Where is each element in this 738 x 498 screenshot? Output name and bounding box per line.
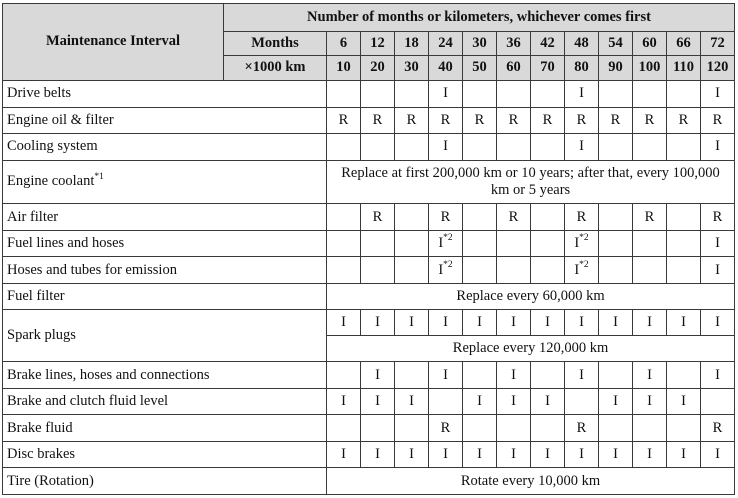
schedule-cell xyxy=(463,415,497,442)
table-row xyxy=(3,204,735,231)
mark-value: I xyxy=(409,314,414,331)
mark-value: I xyxy=(511,446,516,463)
schedule-cell xyxy=(633,310,667,335)
schedule-cell xyxy=(395,310,429,335)
item-name-cell xyxy=(3,441,327,468)
schedule-cell xyxy=(701,415,735,442)
mark-value: I xyxy=(438,261,444,278)
schedule-cell xyxy=(327,415,361,442)
schedule-cell xyxy=(429,310,463,335)
interval-caption-header: Number of months or kilometers, whichever comes first xyxy=(224,4,735,32)
schedule-cell xyxy=(667,415,701,442)
schedule-cell xyxy=(599,81,633,108)
schedule-cell xyxy=(361,81,395,108)
schedule-cell xyxy=(531,362,565,389)
mark-value: I xyxy=(574,261,580,278)
item-name-cell xyxy=(3,310,327,362)
item-label: Engine oil & filter xyxy=(7,111,114,128)
schedule-cell xyxy=(565,107,599,134)
schedule-cell xyxy=(531,310,565,335)
schedule-cell xyxy=(429,257,463,284)
mark-value: I xyxy=(545,393,550,410)
schedule-cell xyxy=(497,81,531,108)
mark-value: I xyxy=(613,393,618,410)
table-row xyxy=(3,257,735,284)
schedule-cell xyxy=(429,415,463,442)
schedule-cell xyxy=(429,230,463,257)
schedule-cell xyxy=(463,310,497,335)
mark-value: R xyxy=(406,111,417,128)
schedule-cell xyxy=(633,415,667,442)
mark-value: I xyxy=(409,446,414,463)
schedule-cell xyxy=(395,362,429,389)
km-cell: 20 xyxy=(361,56,395,81)
schedule-cell xyxy=(463,204,497,231)
schedule-cell xyxy=(565,230,599,257)
schedule-cell xyxy=(429,441,463,468)
mark-value: I xyxy=(715,366,720,383)
schedule-cell xyxy=(361,107,395,134)
item-name-cell xyxy=(3,134,327,161)
schedule-cell xyxy=(633,204,667,231)
footnote-marker: *1 xyxy=(94,171,104,182)
mark-value: I xyxy=(715,235,720,252)
schedule-cell xyxy=(327,107,361,134)
schedule-cell xyxy=(599,388,633,415)
schedule-body xyxy=(3,81,735,495)
table-row xyxy=(3,388,735,415)
table-row xyxy=(3,362,735,389)
schedule-cell xyxy=(565,441,599,468)
schedule-cell xyxy=(701,107,735,134)
schedule-cell xyxy=(429,107,463,134)
mark-value: R xyxy=(576,419,587,436)
schedule-cell xyxy=(633,388,667,415)
table-row xyxy=(3,415,735,442)
mark-value: I xyxy=(647,446,652,463)
schedule-cell xyxy=(565,310,599,335)
schedule-cell xyxy=(361,388,395,415)
mark-value: I xyxy=(438,235,444,252)
mark-value: I xyxy=(545,314,550,331)
km-cell: 90 xyxy=(599,56,633,81)
item-label: Air filter xyxy=(7,208,59,225)
schedule-cell xyxy=(327,204,361,231)
footnote-marker: *2 xyxy=(579,233,589,244)
mark-value: I xyxy=(375,366,380,383)
mark-value: R xyxy=(440,208,451,225)
schedule-cell xyxy=(497,362,531,389)
mark-value: I xyxy=(341,314,346,331)
mark-value: I xyxy=(681,314,686,331)
mark-value: R xyxy=(440,419,451,436)
item-name-cell xyxy=(3,81,327,108)
months-cell: 42 xyxy=(531,32,565,56)
schedule-cell xyxy=(429,204,463,231)
schedule-cell xyxy=(327,441,361,468)
schedule-cell xyxy=(327,362,361,389)
footnote-marker: *2 xyxy=(443,233,453,244)
footnote-marker: *2 xyxy=(579,259,589,270)
schedule-cell xyxy=(633,257,667,284)
schedule-cell xyxy=(531,81,565,108)
schedule-note-cell: Rotate every 10,000 km xyxy=(327,468,735,495)
mark-value: I xyxy=(715,261,720,278)
mark-value: I xyxy=(579,366,584,383)
schedule-cell xyxy=(633,134,667,161)
schedule-cell xyxy=(701,388,735,415)
months-cell: 12 xyxy=(361,32,395,56)
schedule-cell xyxy=(701,134,735,161)
schedule-cell xyxy=(395,441,429,468)
schedule-cell xyxy=(531,134,565,161)
mark-value: R xyxy=(508,208,519,225)
schedule-cell xyxy=(361,134,395,161)
schedule-cell xyxy=(395,204,429,231)
mark-value: R xyxy=(440,111,451,128)
km-cell: 40 xyxy=(429,56,463,81)
schedule-cell xyxy=(463,441,497,468)
item-name-cell xyxy=(3,230,327,257)
schedule-cell xyxy=(565,81,599,108)
schedule-cell xyxy=(599,134,633,161)
mark-value: R xyxy=(372,111,383,128)
mark-value: I xyxy=(375,393,380,410)
km-cell: 60 xyxy=(497,56,531,81)
schedule-cell xyxy=(361,230,395,257)
item-name-cell xyxy=(3,107,327,134)
km-cell: 30 xyxy=(395,56,429,81)
mark-value: I xyxy=(409,393,414,410)
schedule-cell xyxy=(667,441,701,468)
mark-value: I xyxy=(715,85,720,102)
schedule-cell xyxy=(531,415,565,442)
mark-value: I xyxy=(579,314,584,331)
months-cell: 54 xyxy=(599,32,633,56)
months-cell: 66 xyxy=(667,32,701,56)
schedule-cell xyxy=(327,257,361,284)
mark-value: R xyxy=(576,208,587,225)
schedule-cell xyxy=(327,81,361,108)
mark-value: I xyxy=(715,314,720,331)
km-cell: 70 xyxy=(531,56,565,81)
schedule-cell xyxy=(667,230,701,257)
months-cell: 6 xyxy=(327,32,361,56)
schedule-cell xyxy=(429,81,463,108)
mark-value: I xyxy=(545,446,550,463)
mark-value: R xyxy=(712,419,723,436)
schedule-cell xyxy=(633,81,667,108)
schedule-cell xyxy=(531,441,565,468)
item-label: Cooling system xyxy=(7,138,98,155)
schedule-cell xyxy=(701,204,735,231)
schedule-cell xyxy=(395,257,429,284)
footnote-marker: *2 xyxy=(443,259,453,270)
maintenance-interval-header: Maintenance Interval xyxy=(3,4,224,81)
schedule-cell xyxy=(497,230,531,257)
table-row xyxy=(3,441,735,468)
schedule-cell xyxy=(327,310,361,335)
schedule-cell xyxy=(701,441,735,468)
schedule-cell xyxy=(497,134,531,161)
item-label: Fuel filter xyxy=(7,288,65,305)
mark-value: I xyxy=(477,446,482,463)
schedule-cell xyxy=(497,204,531,231)
km-cell: 80 xyxy=(565,56,599,81)
table-row xyxy=(3,468,735,495)
schedule-cell xyxy=(667,388,701,415)
schedule-cell xyxy=(497,257,531,284)
schedule-cell xyxy=(599,310,633,335)
item-name-cell xyxy=(3,204,327,231)
schedule-cell xyxy=(531,388,565,415)
mark-value: R xyxy=(338,111,349,128)
schedule-cell xyxy=(565,388,599,415)
item-label: Tire (Rotation) xyxy=(7,472,94,489)
mark-value: I xyxy=(613,446,618,463)
schedule-cell xyxy=(327,388,361,415)
schedule-cell xyxy=(497,388,531,415)
schedule-cell xyxy=(599,107,633,134)
mark-value: I xyxy=(443,314,448,331)
schedule-cell xyxy=(531,257,565,284)
mark-value: R xyxy=(644,111,655,128)
schedule-cell xyxy=(633,362,667,389)
km-cell: 110 xyxy=(667,56,701,81)
item-label: Brake fluid xyxy=(7,419,73,436)
km-cell: 10 xyxy=(327,56,361,81)
schedule-cell xyxy=(565,415,599,442)
schedule-cell xyxy=(701,310,735,335)
table-row xyxy=(3,310,735,335)
schedule-cell xyxy=(463,134,497,161)
schedule-cell xyxy=(599,362,633,389)
mark-value: I xyxy=(341,393,346,410)
table-row xyxy=(3,283,735,310)
maintenance-schedule-table xyxy=(2,3,735,495)
mark-value: I xyxy=(613,314,618,331)
schedule-cell xyxy=(463,362,497,389)
schedule-cell xyxy=(565,362,599,389)
mark-value: R xyxy=(372,208,383,225)
item-label: Engine coolant xyxy=(7,173,95,190)
schedule-cell xyxy=(599,230,633,257)
mark-value: I xyxy=(477,393,482,410)
schedule-cell xyxy=(531,230,565,257)
item-name-cell xyxy=(3,388,327,415)
months-cell: 36 xyxy=(497,32,531,56)
months-cell: 60 xyxy=(633,32,667,56)
schedule-cell xyxy=(565,134,599,161)
schedule-cell xyxy=(633,107,667,134)
schedule-cell xyxy=(701,257,735,284)
months-cell: 18 xyxy=(395,32,429,56)
schedule-cell xyxy=(497,107,531,134)
schedule-cell xyxy=(701,81,735,108)
schedule-cell xyxy=(327,134,361,161)
mark-value: R xyxy=(610,111,621,128)
schedule-cell xyxy=(395,388,429,415)
schedule-cell xyxy=(667,81,701,108)
schedule-cell xyxy=(361,362,395,389)
item-label: Disc brakes xyxy=(7,446,76,463)
schedule-cell xyxy=(667,310,701,335)
mark-value: I xyxy=(647,393,652,410)
item-name-cell xyxy=(3,415,327,442)
mark-value: R xyxy=(678,111,689,128)
schedule-cell xyxy=(463,81,497,108)
mark-value: R xyxy=(508,111,519,128)
item-label: Brake lines, hoses and connections xyxy=(7,366,210,383)
schedule-cell xyxy=(463,230,497,257)
item-name-cell xyxy=(3,468,327,495)
item-label: Drive belts xyxy=(7,85,72,102)
schedule-cell xyxy=(361,310,395,335)
mark-value: I xyxy=(443,446,448,463)
mark-value: I xyxy=(681,446,686,463)
schedule-cell xyxy=(497,415,531,442)
months-cell: 30 xyxy=(463,32,497,56)
km-cell: 120 xyxy=(701,56,735,81)
mark-value: I xyxy=(681,393,686,410)
schedule-cell xyxy=(361,204,395,231)
schedule-cell xyxy=(327,230,361,257)
schedule-cell xyxy=(361,415,395,442)
schedule-note-cell: Replace every 120,000 km xyxy=(327,335,735,362)
schedule-cell xyxy=(395,107,429,134)
mark-value: I xyxy=(647,366,652,383)
mark-value: R xyxy=(576,111,587,128)
months-label: Months xyxy=(224,32,327,56)
schedule-cell xyxy=(395,230,429,257)
schedule-cell xyxy=(395,134,429,161)
mark-value: R xyxy=(474,111,485,128)
item-label: Spark plugs xyxy=(7,327,76,344)
table-row xyxy=(3,81,735,108)
item-name-cell xyxy=(3,283,327,310)
mark-value: I xyxy=(579,85,584,102)
mark-value: I xyxy=(341,446,346,463)
schedule-cell xyxy=(361,257,395,284)
mark-value: R xyxy=(712,208,723,225)
mark-value: I xyxy=(443,85,448,102)
item-name-cell xyxy=(3,160,327,204)
mark-value: R xyxy=(542,111,553,128)
schedule-cell xyxy=(429,388,463,415)
schedule-cell xyxy=(667,134,701,161)
schedule-cell xyxy=(667,257,701,284)
mark-value: I xyxy=(443,138,448,155)
schedule-cell xyxy=(599,415,633,442)
schedule-cell xyxy=(565,204,599,231)
mark-value: I xyxy=(715,138,720,155)
schedule-cell xyxy=(463,388,497,415)
schedule-cell xyxy=(429,362,463,389)
item-label: Brake and clutch fluid level xyxy=(7,393,169,410)
months-cell: 24 xyxy=(429,32,463,56)
schedule-cell xyxy=(633,441,667,468)
schedule-cell xyxy=(667,362,701,389)
schedule-note-cell: Replace every 60,000 km xyxy=(327,283,735,310)
table-row xyxy=(3,230,735,257)
mark-value: I xyxy=(375,446,380,463)
mark-value: I xyxy=(574,235,580,252)
months-cell: 48 xyxy=(565,32,599,56)
schedule-cell xyxy=(667,107,701,134)
schedule-cell xyxy=(531,204,565,231)
mark-value: I xyxy=(511,314,516,331)
schedule-cell xyxy=(701,362,735,389)
mark-value: R xyxy=(644,208,655,225)
schedule-cell xyxy=(531,107,565,134)
table-row xyxy=(3,107,735,134)
schedule-cell xyxy=(599,204,633,231)
schedule-cell xyxy=(361,441,395,468)
km-label: ×1000 km xyxy=(224,56,327,81)
months-cell: 72 xyxy=(701,32,735,56)
schedule-cell xyxy=(429,134,463,161)
schedule-cell xyxy=(633,230,667,257)
schedule-cell xyxy=(701,230,735,257)
item-name-cell xyxy=(3,257,327,284)
mark-value: I xyxy=(375,314,380,331)
schedule-cell xyxy=(565,257,599,284)
schedule-cell xyxy=(599,441,633,468)
mark-value: I xyxy=(511,366,516,383)
mark-value: R xyxy=(712,111,723,128)
mark-value: I xyxy=(579,446,584,463)
mark-value: I xyxy=(579,138,584,155)
mark-value: I xyxy=(477,314,482,331)
schedule-cell xyxy=(395,81,429,108)
mark-value: I xyxy=(647,314,652,331)
schedule-cell xyxy=(497,441,531,468)
schedule-cell xyxy=(667,204,701,231)
km-cell: 50 xyxy=(463,56,497,81)
km-cell: 100 xyxy=(633,56,667,81)
mark-value: I xyxy=(715,446,720,463)
item-name-cell xyxy=(3,362,327,389)
mark-value: I xyxy=(511,393,516,410)
mark-value: I xyxy=(443,366,448,383)
schedule-cell xyxy=(599,257,633,284)
item-label: Fuel lines and hoses xyxy=(7,235,125,252)
schedule-note-cell: Replace at first 200,000 km or 10 years; after that, every 100,000 km or 5 years xyxy=(327,160,735,204)
schedule-cell xyxy=(463,257,497,284)
table-row xyxy=(3,160,735,204)
schedule-cell xyxy=(463,107,497,134)
schedule-cell xyxy=(497,310,531,335)
table-row xyxy=(3,134,735,161)
item-label: Hoses and tubes for emission xyxy=(7,261,177,278)
schedule-cell xyxy=(395,415,429,442)
